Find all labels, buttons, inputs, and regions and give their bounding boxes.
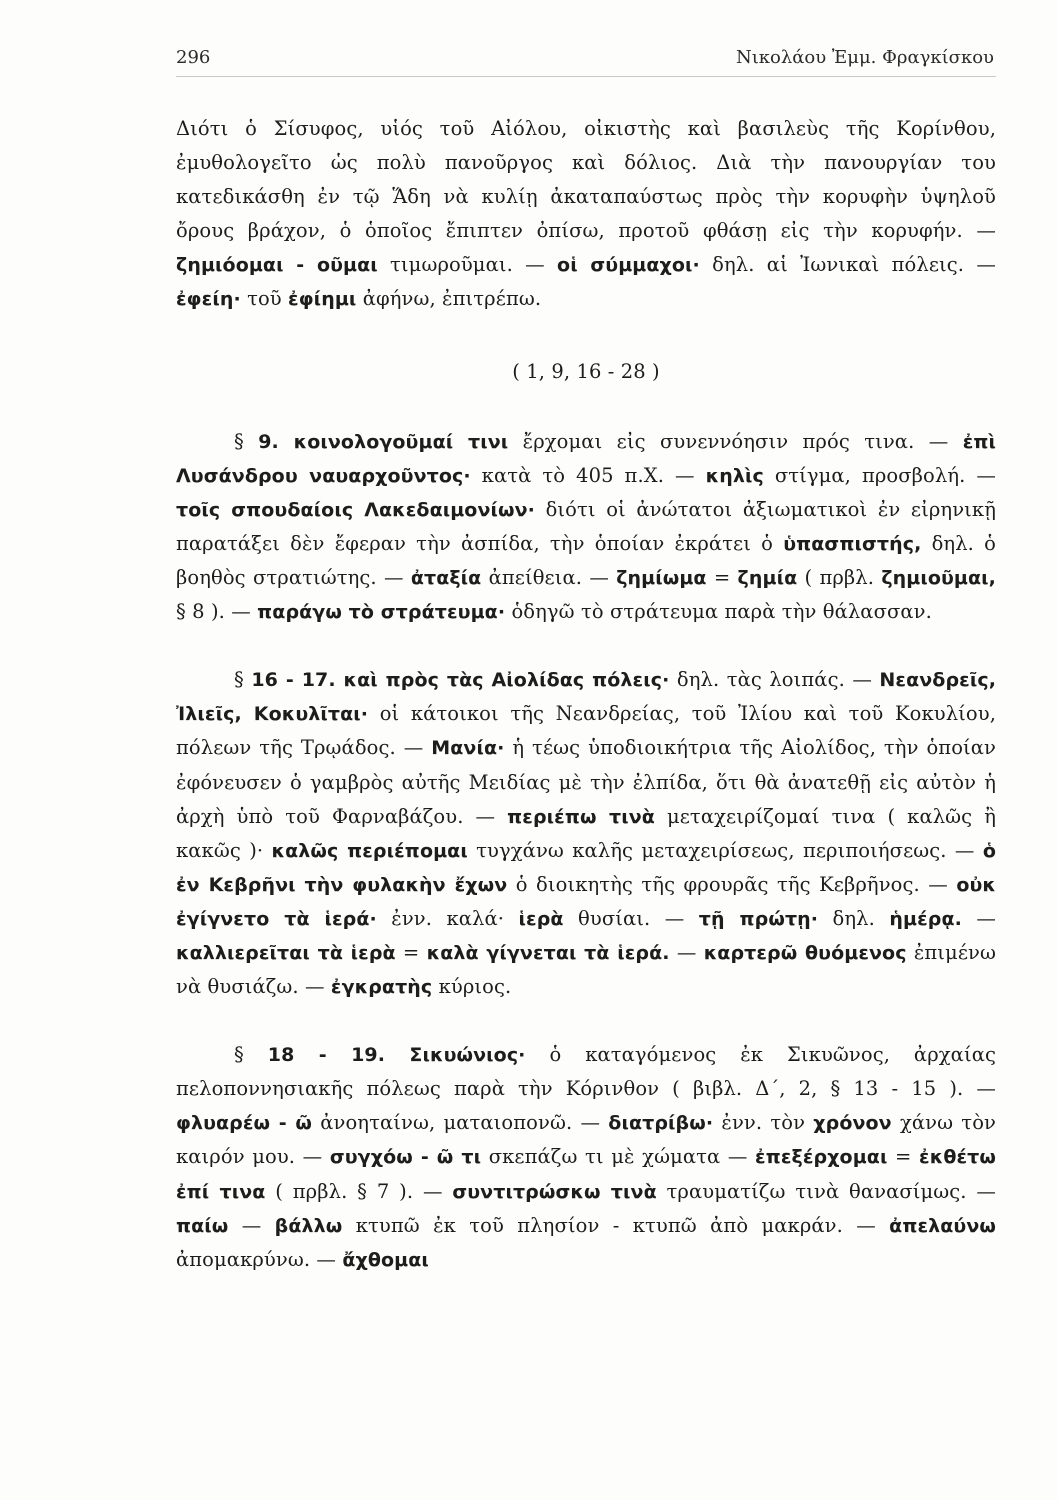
lemma-term: παίω bbox=[176, 1214, 229, 1237]
lemma-term: περιέπω τινὰ bbox=[507, 805, 655, 828]
lemma-term: ζημίωμα bbox=[616, 567, 707, 590]
gloss-text: δηλ. αἱ Ἰωνικαὶ πόλεις. — bbox=[699, 253, 996, 277]
lemma-term: ζημιόομαι - οῦμαι bbox=[176, 254, 378, 277]
gloss-text: = bbox=[706, 566, 738, 590]
running-title: Νικολάου Ἐμμ. Φραγκίσκου bbox=[735, 47, 994, 68]
lemma-term: ἐκθέτω ἐπί τινα bbox=[176, 1146, 996, 1203]
lemma-term: καλλιερεῖται τὰ ἱερὰ bbox=[176, 941, 396, 964]
gloss-text: σκεπάζω τι μὲ χώματα — bbox=[481, 1145, 756, 1169]
gloss-text: δηλ. ὁ βοηθὸς στρατιώτης. — bbox=[176, 531, 996, 590]
lemma-term: διατρίβω· bbox=[608, 1112, 714, 1135]
gloss-text: ἐνν. τὸν bbox=[713, 1111, 814, 1135]
lemma-term: συντιτρώσκω τινὰ bbox=[452, 1180, 657, 1203]
lemma-term: καρτερῶ θυόμενος bbox=[703, 941, 907, 964]
lemma-term: παράγω τὸ στράτευμα· bbox=[257, 601, 506, 624]
lemma-term: ἐπεξέρχομαι bbox=[755, 1146, 888, 1169]
lemma-term: 16 - 17. καὶ πρὸς τὰς Αἰολίδας πόλεις· bbox=[251, 669, 670, 692]
gloss-text: ἔρχομαι εἰς συνεννόησιν πρός τινα. — bbox=[508, 429, 963, 453]
lemma-term: βάλλω bbox=[274, 1214, 343, 1237]
gloss-text: ( πρβλ. bbox=[797, 566, 882, 590]
gloss-text: στίγμα, προσβολή. — bbox=[763, 463, 997, 487]
gloss-text: ὁ διοικητὴς τῆς φρουρᾶς τῆς Κεβρῆνος. — bbox=[507, 872, 957, 896]
gloss-text: ἡ τέως ὑποδιοικήτρια τῆς Αἰολίδος, τὴν ὁποίαν ἐφόνευσεν ὁ γαμβρὸς αὐτῆς Μειδίας μὲ τὴν ἐλπίδα, ὅτι θὰ ἀνατεθῇ εἰς αὐτὸν ἡ ἀρχὴ ὑπὸ τοῦ Φαρναβάζου. — bbox=[176, 736, 997, 828]
lemma-term: ἄχθομαι bbox=[342, 1248, 429, 1271]
gloss-text: κατὰ τὸ 405 π.Χ. — bbox=[470, 463, 706, 487]
gloss-text: δηλ. τὰς λοιπάς. — bbox=[669, 668, 880, 692]
gloss-text: τυγχάνω καλῆς μεταχειρίσεως, περιποιήσεως. — bbox=[467, 838, 983, 862]
gloss-text: ἀνοηταίνω, ματαιοπονῶ. — bbox=[312, 1111, 609, 1135]
gloss-text: τοῦ bbox=[240, 287, 289, 311]
lemma-term: ὑπασπιστής, bbox=[783, 532, 922, 555]
lemma-term: Μανία· bbox=[431, 737, 505, 760]
page-number: 296 bbox=[176, 47, 211, 68]
lemma-term: Νεανδρεῖς, Ἰλιεῖς, Κοκυλῖται· bbox=[176, 669, 997, 726]
lemma-term: καλῶς περιέπομαι bbox=[271, 839, 468, 862]
lemma-term: ἀταξία bbox=[410, 567, 482, 590]
paragraph-gap bbox=[176, 1004, 996, 1038]
lemma-term: ἐπὶ Λυσάνδρου ναυαρχοῦντος· bbox=[176, 430, 996, 487]
gloss-text: ὁδηγῶ τὸ στράτευμα παρὰ τὴν θάλασσαν. bbox=[505, 600, 932, 624]
lemma-term: καλὰ γίγνεται τὰ ἱερά. bbox=[426, 941, 670, 964]
paragraph-section-9 bbox=[176, 425, 996, 630]
gloss-text: — bbox=[961, 906, 996, 930]
gloss-text: οἱ κάτοικοι τῆς Νεανδρείας, τοῦ Ἰλίου καὶ τοῦ Κοκυλίου, πόλεων τῆς Τρῳάδος. — bbox=[176, 702, 996, 760]
gloss-text: § 8 ). — bbox=[176, 600, 258, 624]
page-body bbox=[176, 112, 996, 1277]
gloss-text: — bbox=[669, 940, 704, 964]
lemma-term: φλυαρέω - ῶ bbox=[176, 1112, 313, 1135]
lemma-term: οὐκ ἐγίγνετο τὰ ἱερά· bbox=[176, 873, 996, 930]
lemma-term: ἐγκρατὴς bbox=[330, 976, 433, 999]
gloss-text: τραυματίζω τινὰ θανασίμως. — bbox=[656, 1179, 996, 1203]
gloss-text: — bbox=[228, 1213, 275, 1237]
gloss-text: μεταχειρίζομαί τινα ( καλῶς ἢ κακῶς )· bbox=[176, 804, 996, 862]
gloss-text: = bbox=[395, 940, 427, 964]
gloss-text: ἀφήνω, ἐπιτρέπω. bbox=[356, 287, 542, 311]
gloss-text: § bbox=[234, 668, 252, 692]
gloss-text: Διότι ὁ Σίσυφος, υἱός τοῦ Αἰόλου, οἰκιστὴς καὶ βασιλεὺς τῆς Κορίνθου, ἐμυθολογεῖτο ὡς πολὺ πανοῦργος καὶ δόλιος. Διὰ τὴν πανουργίαν του κατεδικάσθη ἐν τῷ Ἅδη νὰ κυλίῃ ἀκαταπαύστως πρὸς τὴν κορυφὴν ὑψηλοῦ ὄρους βράχον, ὁ ὁποῖος ἔπιπτεν ὀπίσω, προτοῦ φθάσῃ εἰς τὴν κορυφήν. — bbox=[176, 117, 996, 243]
gloss-text: κτυπῶ ἐκ τοῦ πλησίον - κτυπῶ ἀπὸ μακράν. — bbox=[342, 1213, 890, 1237]
gloss-text: ὁ καταγόμενος ἐκ Σικυῶνος, ἀρχαίας πελοποννησιακῆς πόλεως παρὰ τὴν Κόρινθον ( βιβλ. Δ΄, 2, § 13 - 15 ). — bbox=[176, 1043, 996, 1101]
running-header bbox=[176, 47, 994, 75]
lemma-term: συγχόω - ῶ τι bbox=[329, 1146, 482, 1169]
lemma-term: ἐφίημι bbox=[288, 288, 357, 311]
lemma-term: 18 - 19. Σικυώνιος· bbox=[267, 1044, 526, 1067]
gloss-text: § bbox=[234, 429, 259, 453]
lemma-term: ζημία bbox=[737, 567, 798, 590]
lemma-term: κηλὶς bbox=[705, 464, 764, 487]
gloss-text: § bbox=[234, 1043, 268, 1067]
gloss-text: κύριος. bbox=[432, 975, 512, 999]
lemma-term: ἱερὰ bbox=[518, 907, 564, 930]
header-rule bbox=[176, 76, 996, 77]
gloss-text: τιμωροῦμαι. — bbox=[377, 253, 558, 277]
gloss-text: δηλ. bbox=[818, 906, 890, 930]
paragraph-sisyphus bbox=[176, 112, 996, 317]
paragraph-gap bbox=[176, 629, 996, 663]
gloss-text: διότι οἱ ἀνώτατοι ἀξιωματικοὶ ἐν εἰρηνικῇ παρατάξει δὲν ἔφεραν τὴν ἀσπίδα, τὴν ὁποίαν ἐκράτει ὁ bbox=[176, 497, 996, 555]
lemma-term: χρόνον bbox=[813, 1112, 892, 1135]
lemma-term: 9. κοινολογοῦμαί τινι bbox=[258, 430, 509, 453]
lemma-term: ἐφείη· bbox=[176, 288, 241, 311]
gloss-text: ( πρβλ. § 7 ). — bbox=[265, 1179, 453, 1203]
gloss-text: θυσίαι. — bbox=[563, 906, 699, 930]
lemma-term: τῇ πρώτῃ· bbox=[698, 907, 819, 930]
gloss-text: ἀπείθεια. — bbox=[481, 566, 617, 590]
gloss-text: ἀπομακρύνω. — bbox=[176, 1247, 343, 1271]
paragraph-section-16-17 bbox=[176, 663, 996, 1004]
lemma-term: ἀπελαύνω bbox=[889, 1214, 996, 1237]
gloss-text: ἐνν. καλά· bbox=[376, 906, 519, 930]
lemma-term: τοῖς σπουδαίοις Λακεδαιμονίων· bbox=[176, 498, 535, 521]
paragraph-section-18-19 bbox=[176, 1038, 996, 1277]
lemma-term: ζημιοῦμαι, bbox=[881, 567, 996, 590]
gloss-text: ἐπιμένω νὰ θυσιάζω. — bbox=[176, 940, 996, 999]
lemma-term: οἱ σύμμαχοι· bbox=[557, 254, 700, 277]
lemma-term: ὁ ἐν Κεβρῆνι τὴν φυλακὴν ἔχων bbox=[176, 839, 996, 896]
gloss-text: χάνω τὸν καιρόν μου. — bbox=[176, 1111, 996, 1169]
lemma-term: ἡμέρᾳ. bbox=[889, 907, 962, 930]
gloss-text: = bbox=[887, 1145, 920, 1169]
text-reference: ( 1, 9, 16 - 28 ) bbox=[512, 359, 660, 383]
